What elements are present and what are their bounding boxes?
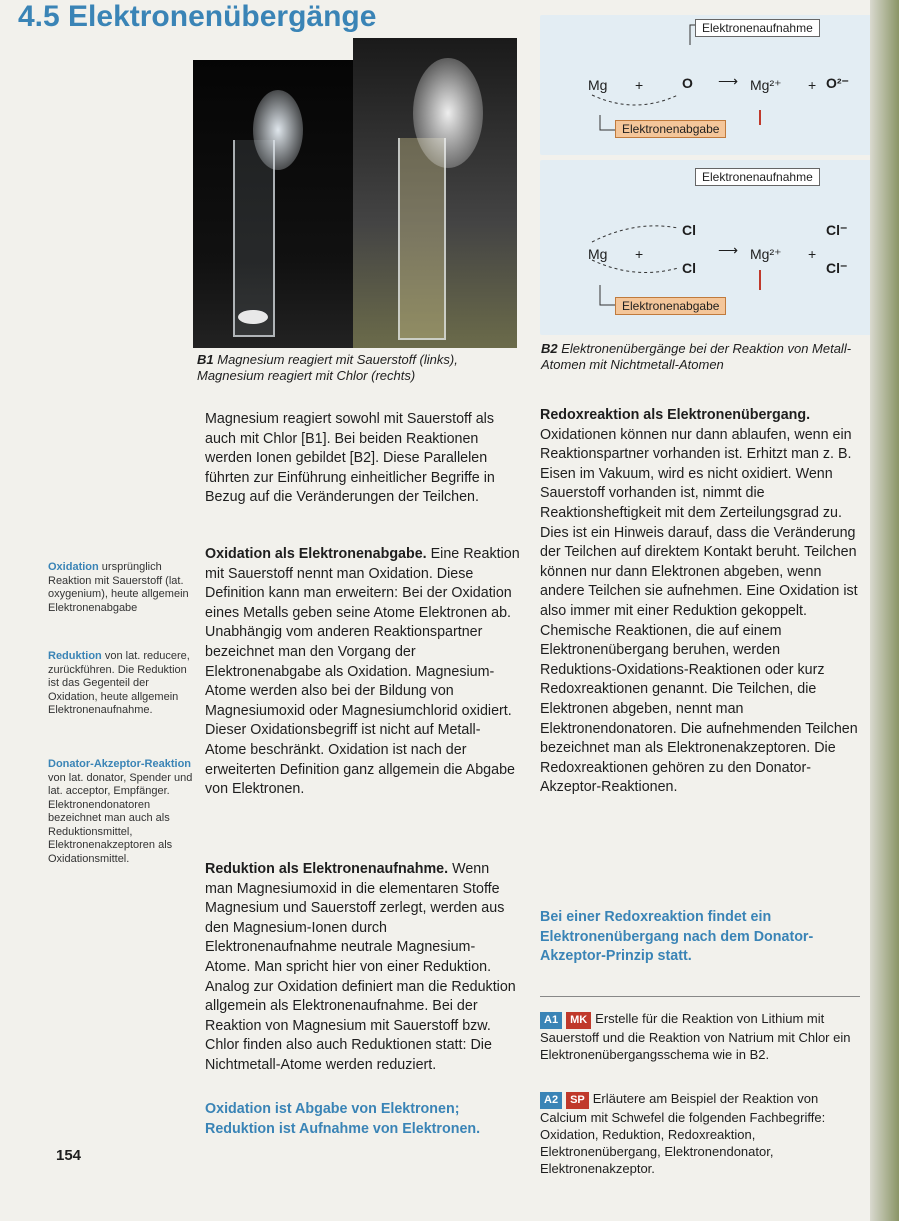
task-id: A2	[540, 1092, 562, 1109]
electron-uptake-label: Elektronenaufnahme	[695, 168, 820, 186]
summary-statement: Oxidation ist Abgabe von Elektronen; Reduktion ist Aufnahme von Elektronen.	[205, 1101, 481, 1137]
plus-sign: +	[808, 77, 817, 93]
task-a2: A2 SP Erläutere am Beispiel der Reaktion von Calcium mit Schwefel die folgenden Fachbegriffe: Oxidation, Reduktion, Redoxreaktion, Elektronenübergang, Elektronendonator, Elektronenakzeptor.	[540, 1091, 826, 1176]
photo-magnesium-chlorine	[353, 38, 517, 348]
section-oxidation: Oxidation als Elektronenabgabe. Eine Reaktion mit Sauerstoff nennt man Oxidation. Diese Definition kann man erweitern: Bei der Oxidation eines Metalls geben seine Atome Elektronen ab. Unabhängig vom anderen Reaktionspartner bezeichnet man den Vorgang der Elektronenabgabe als Oxidation. Magnesium-Atome werden also bei der Bildung von Magnesiumoxid oder Magnesiumchlorid oxidiert. Dieser Oxidationsbegriff ist nicht auf Metall-Atome beschränkt. Oxidation ist nach der erweiterten Definition ganz allgemein die Abgabe von Elektronen.	[205, 546, 520, 798]
task-a1: A1 MK Erstelle für die Reaktion von Lithium mit Sauerstoff und die Reaktion von Natrium mit Chlor ein Elektronenübergangsschema wie in B2.	[540, 1011, 851, 1062]
margin-note-donor-acceptor: Donator-Akzeptor-Reaktion von lat. donator, Spender und lat. acceptor, Empfänger. Elektronendonatoren bezeichnet man auch als Reduktionsmittel, Elektronenakzeptoren als Oxidationsmittel.	[48, 758, 193, 865]
oxide-ion: O²⁻	[826, 75, 849, 91]
electron-release-label: Elektronenabgabe	[615, 297, 726, 315]
figure-b2-caption-text: Elektronenübergänge bei der Reaktion von Metall-Atomen mit Nichtmetall-Atomen	[541, 341, 852, 372]
o-atom: O	[682, 75, 693, 91]
margin-note-oxidation: Oxidation ursprünglich Reaktion mit Sauerstoff (lat. oxygenium), heute allgemein Elektronenabgabe	[48, 561, 189, 614]
cl-atom: Cl	[682, 222, 696, 238]
task-icon: SP	[566, 1092, 589, 1109]
section-reduction: Reduktion als Elektronenaufnahme. Wenn man Magnesiumoxid in die elementaren Stoffe Magnesium und Sauerstoff zerlegt, werden aus den Magnesium-Ionen durch Elektronenaufnahme neutrale Magnesium-Atome. Man spricht hier von einer Reduktion. Analog zur Oxidation definiert man die Reduktion allgemein als Elektronenaufnahme. Bei der Reaktion von Magnesium mit Sauerstoff bzw. Chlor finden also auch Reduktionen statt: Die Nichtmetall-Atome werden reduziert.	[205, 861, 516, 1073]
mg-ion: Mg²⁺	[750, 246, 782, 262]
section-heading: Redoxreaktion als Elektronenübergang.	[540, 407, 811, 423]
diagram-mg-o	[540, 15, 875, 155]
photo-magnesium-oxygen	[193, 60, 353, 348]
section-heading: Reduktion als Elektronenaufnahme.	[205, 861, 449, 877]
plus-sign: +	[808, 246, 817, 262]
mg-ion: Mg²⁺	[750, 77, 782, 93]
section-heading: Oxidation als Elektronenabgabe.	[205, 546, 427, 562]
reaction-arrow: ⟶	[718, 242, 739, 258]
chloride-ion: Cl⁻	[826, 222, 848, 238]
task-id: A1	[540, 1012, 562, 1029]
figure-b1-label: B1	[197, 352, 214, 367]
redox-rule: Bei einer Redoxreaktion findet ein Elektronenübergang nach dem Donator-Akzeptor-Prinzip statt.	[540, 909, 814, 965]
intro-paragraph: Magnesium reagiert sowohl mit Sauerstoff als auch mit Chlor [B1]. Bei beiden Reaktionen werden Ionen gebildet [B2]. Diese Parallelen führten zur Einführung einheitlicher Begriffe in Bezug auf die Veränderungen der Teilchen.	[205, 411, 495, 506]
section-redox: Redoxreaktion als Elektronenübergang. Oxidationen können nur dann ablaufen, wenn ein Reaktionspartner vorhanden ist. Erhitzt man z. B. Eisen im Vakuum, wird es nicht oxidiert. Wenn Sauerstoff vorhanden ist, nimmt die Reaktionsheftigkeit mit dem Zerteilungsgrad zu. Dies ist ein Hinweis darauf, dass die Veränderung der Teilchen auf direktem Kontakt beruht. Teilchen können nur dann Elektronen abgeben, wenn andere Teilchen sie aufnehmen. Eine Oxidation ist also immer mit einer Reduktion gekoppelt. Chemische Reaktionen, die auf einem Elektronenübergang beruhen, werden Reduktions-Oxidations-Reaktionen oder kurz Redoxreaktionen genannt. Die Teilchen, die Elektronen abgeben, nennt man Elektronendonatoren. Die aufnehmenden Teilchen bezeichnet man als Elektronenakzeptoren. Die Redoxreaktionen gehören zu den Donator-Akzeptor-Reaktionen.	[540, 407, 858, 796]
mg-atom: Mg	[588, 246, 608, 262]
page-number: 154	[56, 1147, 82, 1164]
chloride-ion: Cl⁻	[826, 260, 848, 276]
plus-sign: +	[635, 246, 644, 262]
figure-b1-caption-text: Magnesium reagiert mit Sauerstoff (links), Magnesium reagiert mit Chlor (rechts)	[197, 352, 458, 383]
figure-b1-caption	[197, 352, 517, 384]
chapter-title: 4.5 Elektronenübergänge	[18, 0, 377, 33]
reaction-arrow: ⟶	[718, 73, 739, 89]
mg-atom: Mg	[588, 77, 608, 93]
plus-sign: +	[635, 77, 644, 93]
figure-b2-label: B2	[541, 341, 558, 356]
electron-release-label: Elektronenabgabe	[615, 120, 726, 138]
electron-uptake-label: Elektronenaufnahme	[695, 19, 820, 37]
margin-note-reduction: Reduktion von lat. reducere, zurückführen. Die Reduktion ist das Gegenteil der Oxidation, heute allgemein Elektronenaufnahme.	[48, 650, 190, 716]
task-icon: MK	[566, 1012, 591, 1029]
page-edge	[870, 0, 899, 1221]
figure-b2-caption	[541, 341, 866, 373]
cl-atom: Cl	[682, 260, 696, 276]
divider	[540, 996, 860, 997]
diagram-mg-cl	[540, 160, 875, 335]
